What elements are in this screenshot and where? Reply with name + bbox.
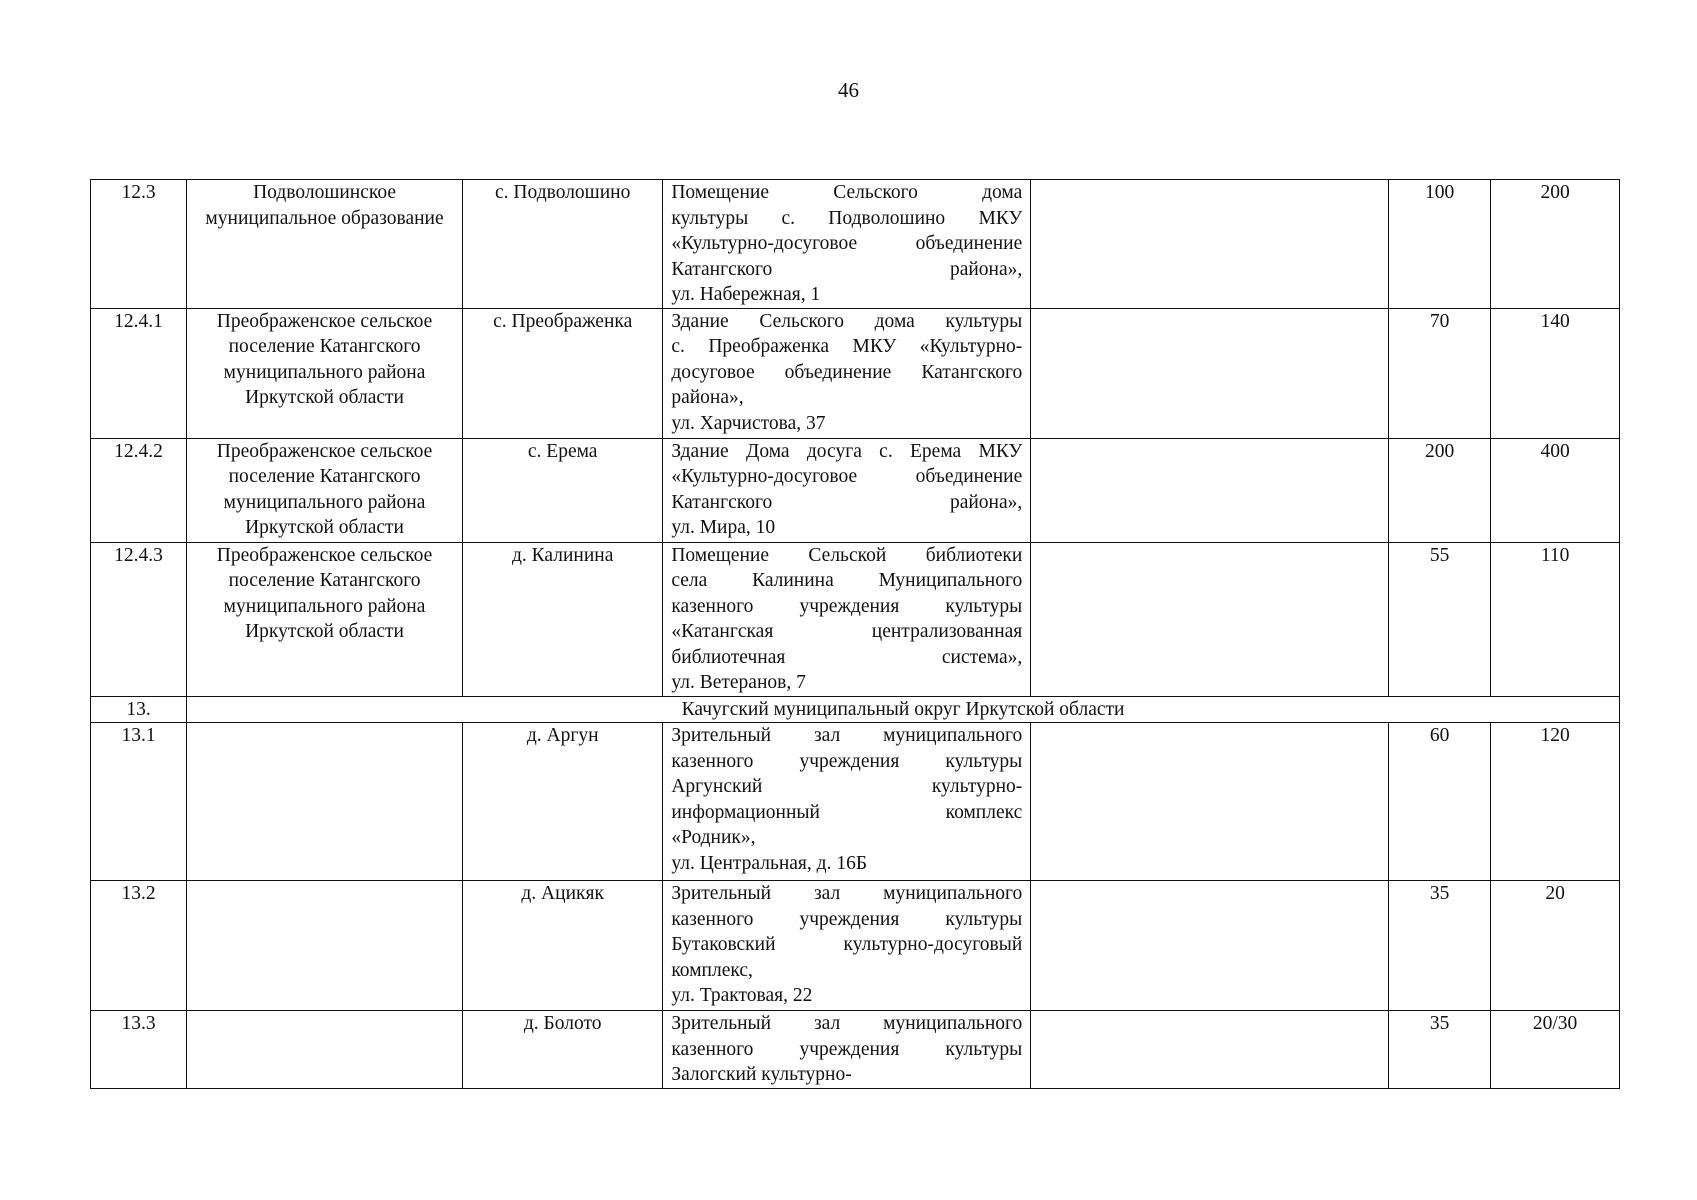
- description-line: ул. Мира, 10: [671, 517, 776, 538]
- venue-description-cell: [663, 180, 1031, 309]
- venue-description-cell: [663, 1011, 1031, 1089]
- capacity-cell: 35: [1388, 881, 1490, 1011]
- row-number: 13.2: [91, 881, 187, 1011]
- description-line: Помещение Сельского дома: [671, 182, 1023, 203]
- row-number: 12.3: [91, 180, 187, 309]
- table-row: [91, 723, 1620, 881]
- facilities-table: [90, 179, 1620, 1089]
- page-number: 46: [838, 78, 859, 102]
- description-line: информационный комплекс: [671, 801, 1023, 823]
- description-line: Катангского района»,: [671, 491, 1023, 513]
- capacity-doubled-cell: 110: [1491, 542, 1620, 696]
- description-line: с. Преображенка МКУ «Культурно-: [671, 336, 1023, 357]
- empty-cell: [1031, 180, 1389, 309]
- capacity-cell: 70: [1388, 308, 1490, 438]
- description-line: района»,: [671, 387, 744, 408]
- settlement-cell: с. Преображенка: [463, 308, 663, 438]
- settlement-cell: д. Болото: [463, 1011, 663, 1089]
- table-row: [91, 438, 1620, 542]
- empty-cell: [1031, 438, 1389, 542]
- capacity-doubled-cell: 200: [1491, 180, 1620, 309]
- description-line: «Родник»,: [671, 827, 756, 848]
- settlement-cell: с. Подволошино: [463, 180, 663, 309]
- description-line: Зрительный зал муниципального: [671, 1013, 1023, 1034]
- row-number: 12.4.2: [91, 438, 187, 542]
- municipality-cell: Подволошинское муниципальное образование: [187, 180, 463, 309]
- municipality-cell: [187, 881, 463, 1011]
- venue-description-cell: [663, 438, 1031, 542]
- row-number: 12.4.3: [91, 542, 187, 696]
- section-row: [91, 696, 1620, 723]
- table-row: [91, 1011, 1620, 1089]
- description-line: «Культурно-досуговое объединение: [671, 233, 1023, 254]
- venue-description-cell: [663, 723, 1031, 881]
- section-title: Качугский муниципальный округ Иркутской области: [187, 696, 1620, 723]
- capacity-doubled-cell: 20/30: [1491, 1011, 1620, 1089]
- capacity-cell: 100: [1388, 180, 1490, 309]
- settlement-cell: д. Ацикяк: [463, 881, 663, 1011]
- empty-cell: [1031, 723, 1389, 881]
- description-line: ул. Ветеранов, 7: [671, 672, 806, 693]
- settlement-cell: с. Ерема: [463, 438, 663, 542]
- description-line: Зрительный зал муниципального: [671, 725, 1023, 746]
- description-line: Катангского района»,: [671, 258, 1023, 280]
- description-line: «Культурно-досуговое объединение: [671, 466, 1023, 487]
- description-line: ул. Набережная, 1: [671, 284, 821, 305]
- capacity-cell: 60: [1388, 723, 1490, 881]
- description-line: Бутаковский культурно-досуговый: [671, 934, 1023, 955]
- venue-description-cell: [663, 308, 1031, 438]
- row-number: 13.3: [91, 1011, 187, 1089]
- table-row: [91, 881, 1620, 1011]
- description-line: ул. Центральная, д. 16Б: [671, 852, 868, 874]
- description-line: казенного учреждения культуры: [671, 1038, 1023, 1060]
- description-line: культуры с. Подволошино МКУ: [671, 207, 1023, 229]
- description-line: ул. Трактовая, 22: [671, 985, 813, 1006]
- description-line: Аргунский культурно-: [671, 776, 1023, 797]
- table-row: [91, 180, 1620, 309]
- municipality-cell: [187, 1011, 463, 1089]
- empty-cell: [1031, 1011, 1389, 1089]
- capacity-cell: 55: [1388, 542, 1490, 696]
- table-row: [91, 308, 1620, 438]
- row-number: 12.4.1: [91, 308, 187, 438]
- empty-cell: [1031, 542, 1389, 696]
- capacity-doubled-cell: 400: [1491, 438, 1620, 542]
- municipality-cell: Преображенское сельское поселение Катангского муниципального района Иркутской области: [187, 542, 463, 696]
- description-line: села Калинина Муниципального: [671, 570, 1023, 591]
- municipality-cell: Преображенское сельское поселение Катангского муниципального района Иркутской области: [187, 438, 463, 542]
- description-line: «Катангская централизованная: [671, 621, 1023, 642]
- municipality-cell: Преображенское сельское поселение Катангского муниципального района Иркутской области: [187, 308, 463, 438]
- description-line: казенного учреждения культуры: [671, 908, 1023, 930]
- municipality-cell: [187, 723, 463, 881]
- settlement-cell: д. Калинина: [463, 542, 663, 696]
- description-line: Здание Сельского дома культуры: [671, 310, 1023, 332]
- capacity-doubled-cell: 20: [1491, 881, 1620, 1011]
- description-line: казенного учреждения культуры: [671, 750, 1023, 772]
- table-body: [91, 180, 1620, 1089]
- description-line: Зрительный зал муниципального: [671, 883, 1023, 904]
- description-line: Залогский культурно-: [671, 1064, 852, 1085]
- empty-cell: [1031, 881, 1389, 1011]
- venue-description-cell: [663, 542, 1031, 696]
- capacity-cell: 200: [1388, 438, 1490, 542]
- row-number: 13.1: [91, 723, 187, 881]
- settlement-cell: д. Аргун: [463, 723, 663, 881]
- empty-cell: [1031, 308, 1389, 438]
- description-line: досуговое объединение Катангского: [671, 361, 1023, 383]
- description-line: библиотечная система»,: [671, 646, 1023, 668]
- description-line: Здание Дома досуга с. Ерема МКУ: [671, 440, 1023, 462]
- capacity-doubled-cell: 120: [1491, 723, 1620, 881]
- capacity-doubled-cell: 140: [1491, 308, 1620, 438]
- description-line: Помещение Сельской библиотеки: [671, 544, 1023, 566]
- venue-description-cell: [663, 881, 1031, 1011]
- capacity-cell: 35: [1388, 1011, 1490, 1089]
- description-line: казенного учреждения культуры: [671, 595, 1023, 617]
- table-row: [91, 542, 1620, 696]
- section-number: 13.: [91, 696, 187, 723]
- description-line: ул. Харчистова, 37: [671, 412, 826, 434]
- description-line: комплекс,: [671, 959, 753, 981]
